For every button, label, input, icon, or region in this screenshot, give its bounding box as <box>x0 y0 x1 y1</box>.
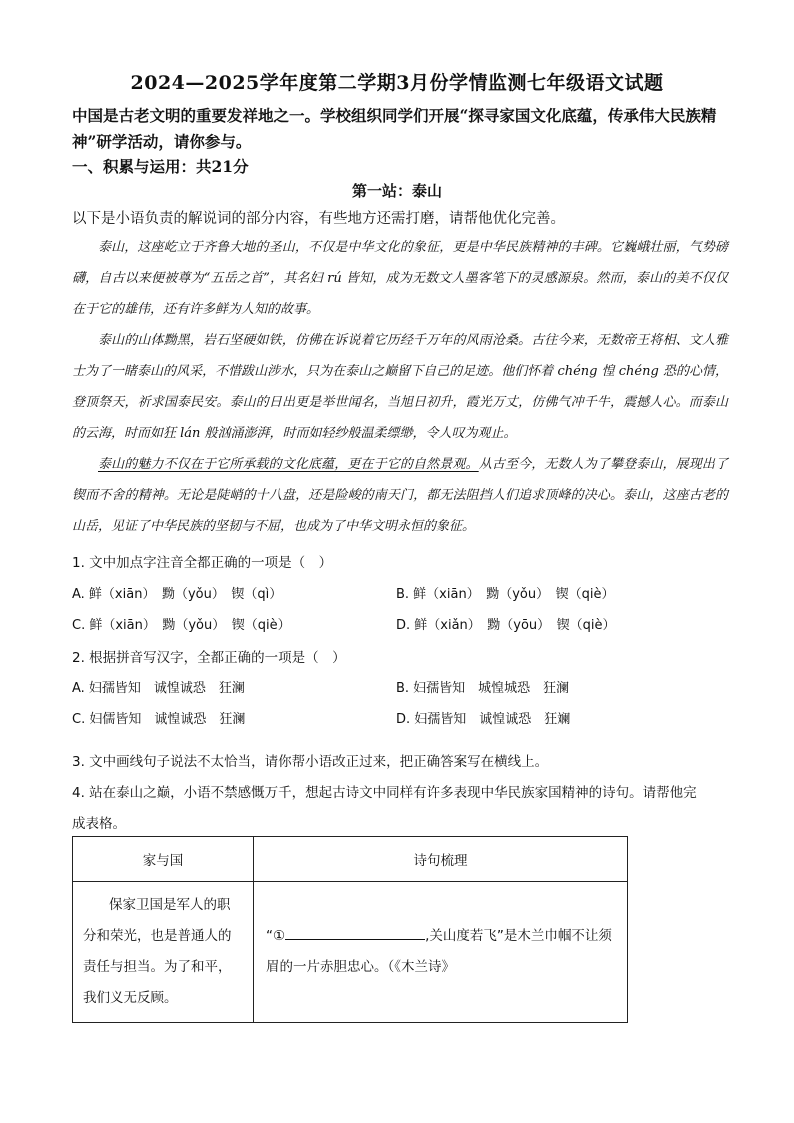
q2-option-c: C. 妇儒皆知 诚惶诚恐 狂澜 <box>72 712 246 727</box>
passage-paragraph-2: 泰山的山体黝黑，岩石坚硬如铁，仿佛在诉说着它历经千万年的风雨沧桑。古往今来，无数帝王将相、文人雅士为了一睹泰山的风采，不惜跋山涉水，只为在泰山之巅留下自己的足迹。他们怀着 chéng 惶 chéng 恐的心情，登顶祭天，祈求国泰民安。泰山的日出更是举世闻名，当旭日初升，霞光万丈，仿佛气冲千牛，震撼人心。而泰山的云海，时而如狂 lán 般汹涌澎湃，时而如轻纱般温柔缥缈，令人叹为观止。 <box>72 333 728 441</box>
q2-option-d: D. 妇孺皆知 诚惶诚恐 狂斓 <box>396 712 571 727</box>
poem-prefix: “① <box>266 928 286 944</box>
table-row <box>73 882 628 1023</box>
table-header-right: 诗句梳理 <box>254 837 628 882</box>
section-heading: 一、积累与运用：共21分 <box>72 157 249 176</box>
q2-option-a: A. 妇孺皆知 诚惶诚恐 狂澜 <box>72 681 245 696</box>
table-cell-right <box>254 882 628 1023</box>
q1-option-c: C. 鲜（xiān） 黝（yǒu） 锲（qiè） <box>72 618 291 633</box>
answer-blank[interactable] <box>285 925 425 940</box>
table-cell-left: 保家卫国是军人的职分和荣光，也是普通人的责任与担当。为了和平，我们义无反顾。 <box>73 882 254 1023</box>
table-header-left: 家与国 <box>73 837 254 882</box>
question-3: 3. 文中画线句子说法不太恰当，请你帮小语改正过来，把正确答案写在横线上。 <box>72 754 549 770</box>
station-heading: 第一站：泰山 <box>351 182 442 200</box>
question-4-line-1: 4. 站在泰山之巅，小语不禁感慨万千，想起古诗文中同样有许多表现中华民族家国精神的诗句。请帮他完 <box>72 785 697 801</box>
q1-option-d: D. 鲜（xiǎn） 黝（yōu） 锲（qiè） <box>396 618 616 633</box>
lead-text: 以下是小语负责的解说词的部分内容，有些地方还需打磨，请帮他优化完善。 <box>72 211 565 227</box>
question-2: 2. 根据拼音写汉字，全都正确的一项是（ ） <box>72 650 346 666</box>
q1-option-a: A. 鲜（xiān） 黝（yǒu） 锲（qì） <box>72 587 283 602</box>
table-header-row <box>73 837 628 882</box>
q1-option-b: B. 鲜（xiān） 黝（yǒu） 锲（qiè） <box>396 587 615 602</box>
poem-suffix: ,关山度若飞”是木兰巾帼不让须眉的一片赤胆忠心。（《木兰诗》 <box>266 928 612 975</box>
passage-paragraph-1: 泰山，这座屹立于齐鲁大地的圣山，不仅是中华文化的象征，更是中华民族精神的丰碑。它巍峨壮丽，气势磅礴，自古以来便被尊为“五岳之首”，其名妇 rú 皆知，成为无数文人墨客笔下的灵感源泉。然而，泰山的美不仅仅在于它的雄伟，还有许多鲜为人知的故事。 <box>72 240 728 317</box>
intro-text: 中国是古老文明的重要发祥地之一。学校组织同学们开展“探寻家国文化底蕴，传承伟大民族精神”研学活动，请你参与。 <box>72 106 717 151</box>
question-1: 1. 文中加点字注音全都正确的一项是（ ） <box>72 555 333 571</box>
q2-option-b: B. 妇孺皆知 城惶城恐 狂澜 <box>396 681 570 696</box>
passage-paragraph-3 <box>72 449 728 542</box>
question-4-line-2: 成表格。 <box>72 816 126 832</box>
underlined-sentence: 泰山的魅力不仅在于它所承载的文化底蕴，更在于它的自然景观。 <box>98 457 479 472</box>
answer-table <box>72 836 628 1023</box>
exam-title: 2024—2025学年度第二学期3月份学情监测七年级语文试题 <box>130 72 664 94</box>
passage <box>72 232 728 542</box>
passage-paragraph-3-rest: 从古至今，无数人为了攀登泰山，展现出了锲而不舍的精神。无论是陡峭的十八盘，还是险峻的南天门，都无法阻挡人们追求顶峰的决心。泰山，这座古老的山岳，见证了中华民族的坚韧与不屈，也成为了中华文明永恒的象征。 <box>72 457 728 534</box>
